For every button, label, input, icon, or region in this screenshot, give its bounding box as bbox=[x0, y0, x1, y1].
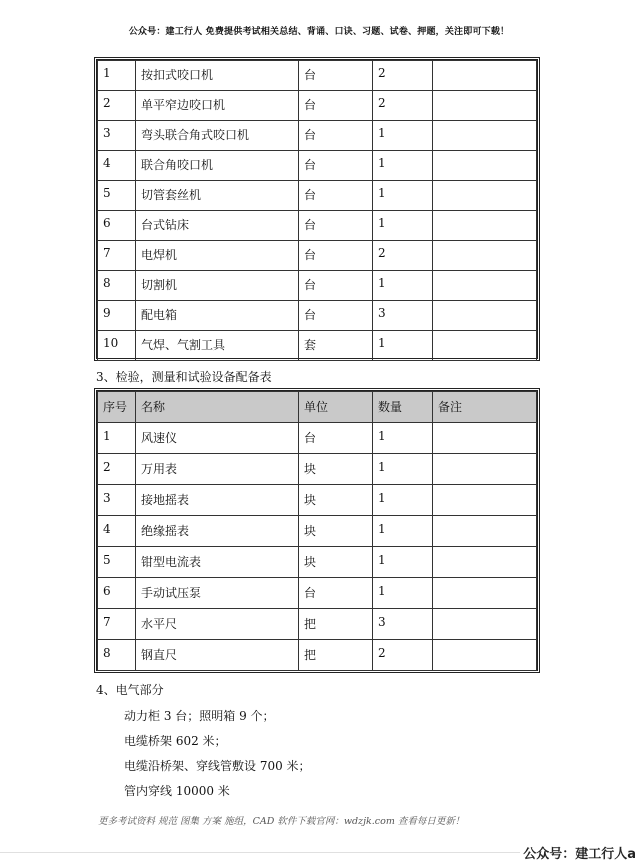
cell-name: 接地摇表 bbox=[136, 485, 299, 516]
table-row bbox=[98, 91, 537, 121]
testing-equipment-table bbox=[94, 388, 540, 673]
equipment-table bbox=[94, 57, 540, 361]
cell-quantity: 1 bbox=[373, 578, 433, 609]
footer-divider bbox=[0, 852, 520, 853]
cell-unit: 台 bbox=[299, 121, 373, 151]
cell-name: 切管套丝机 bbox=[136, 181, 299, 211]
cell-unit: 把 bbox=[299, 640, 373, 671]
cell-index: 4 bbox=[98, 151, 136, 181]
header-cell-unit: 单位 bbox=[299, 392, 373, 423]
cell-name: 气焊、气割工具 bbox=[136, 331, 299, 361]
cell-quantity: 1 bbox=[373, 151, 433, 181]
cell-quantity: 1 bbox=[373, 547, 433, 578]
table-row bbox=[98, 516, 537, 547]
header-cell-name: 名称 bbox=[136, 392, 299, 423]
cell-name: 配电箱 bbox=[136, 301, 299, 331]
cell-unit: 台 bbox=[299, 578, 373, 609]
cell-unit: 台 bbox=[299, 271, 373, 301]
cell-name: 切割机 bbox=[136, 271, 299, 301]
cell-unit: 套 bbox=[299, 331, 373, 361]
cell-name: 风速仪 bbox=[136, 423, 299, 454]
header-cell-index: 序号 bbox=[98, 392, 136, 423]
cell-index: 3 bbox=[98, 485, 136, 516]
table-row bbox=[98, 547, 537, 578]
page-header-banner: 公众号：建工行人 免费提供考试相关总结、背诵、口诀、习题、试卷、押题，关注即可下载！ bbox=[128, 27, 510, 37]
cell-remarks bbox=[433, 516, 537, 547]
cell-index: 1 bbox=[98, 423, 136, 454]
table-row bbox=[98, 423, 537, 454]
cell-quantity: 1 bbox=[373, 516, 433, 547]
section4-title: 4、电气部分 bbox=[96, 683, 164, 697]
table-row bbox=[98, 181, 537, 211]
cell-index: 1 bbox=[98, 61, 136, 91]
cell-name: 台式钻床 bbox=[136, 211, 299, 241]
cell-unit: 台 bbox=[299, 241, 373, 271]
table-row bbox=[98, 151, 537, 181]
table-row bbox=[98, 121, 537, 151]
table-row bbox=[98, 241, 537, 271]
cell-remarks bbox=[433, 121, 537, 151]
cell-quantity: 3 bbox=[373, 609, 433, 640]
cell-index: 7 bbox=[98, 241, 136, 271]
cell-index: 4 bbox=[98, 516, 136, 547]
cell-remarks bbox=[433, 211, 537, 241]
cell-quantity: 1 bbox=[373, 454, 433, 485]
cell-name: 弯头联合角式咬口机 bbox=[136, 121, 299, 151]
cell-remarks bbox=[433, 547, 537, 578]
electrical-line: 电缆沿桥架、穿线管敷设 700 米； bbox=[124, 759, 311, 773]
table-row bbox=[98, 211, 537, 241]
cell-remarks bbox=[433, 578, 537, 609]
cell-index: 3 bbox=[98, 121, 136, 151]
cell-quantity: 3 bbox=[373, 301, 433, 331]
table-row bbox=[98, 454, 537, 485]
table-row bbox=[98, 485, 537, 516]
cell-remarks bbox=[433, 301, 537, 331]
header-cell-quantity: 数量 bbox=[373, 392, 433, 423]
cell-remarks bbox=[433, 151, 537, 181]
cell-quantity: 1 bbox=[373, 331, 433, 361]
table-row bbox=[98, 609, 537, 640]
cell-quantity: 2 bbox=[373, 640, 433, 671]
cell-name: 水平尺 bbox=[136, 609, 299, 640]
cell-remarks bbox=[433, 609, 537, 640]
watermark-text: 公众号：建工行人a bbox=[523, 847, 636, 862]
cell-quantity: 1 bbox=[373, 423, 433, 454]
table-row bbox=[98, 301, 537, 331]
cell-unit: 台 bbox=[299, 61, 373, 91]
cell-name: 电焊机 bbox=[136, 241, 299, 271]
cell-index: 9 bbox=[98, 301, 136, 331]
cell-name: 手动试压泵 bbox=[136, 578, 299, 609]
cell-unit: 块 bbox=[299, 547, 373, 578]
cell-unit: 台 bbox=[299, 211, 373, 241]
cell-quantity: 1 bbox=[373, 211, 433, 241]
cell-quantity: 2 bbox=[373, 91, 433, 121]
cell-quantity: 2 bbox=[373, 61, 433, 91]
cell-unit: 块 bbox=[299, 485, 373, 516]
electrical-line: 动力柜 3 台；照明箱 9 个； bbox=[124, 709, 275, 723]
cell-index: 2 bbox=[98, 91, 136, 121]
cell-remarks bbox=[433, 241, 537, 271]
cell-remarks bbox=[433, 423, 537, 454]
cell-unit: 台 bbox=[299, 151, 373, 181]
cell-quantity: 1 bbox=[373, 485, 433, 516]
cell-remarks bbox=[433, 485, 537, 516]
cell-index: 5 bbox=[98, 181, 136, 211]
cell-remarks bbox=[433, 91, 537, 121]
cell-name: 单平窄边咬口机 bbox=[136, 91, 299, 121]
cell-unit: 把 bbox=[299, 609, 373, 640]
table-row bbox=[98, 640, 537, 671]
cell-remarks bbox=[433, 181, 537, 211]
cell-remarks bbox=[433, 640, 537, 671]
electrical-line: 电缆桥架 602 米； bbox=[124, 734, 227, 748]
header-cell-remarks: 备注 bbox=[433, 392, 537, 423]
cell-remarks bbox=[433, 331, 537, 361]
footer-note: 更多考试资料 规范 图集 方案 施组，CAD 软件下载官网：wdzjk.com 查看每日更新！ bbox=[98, 816, 465, 827]
table-row bbox=[98, 331, 537, 361]
cell-index: 6 bbox=[98, 578, 136, 609]
cell-quantity: 2 bbox=[373, 241, 433, 271]
cell-remarks bbox=[433, 454, 537, 485]
cell-name: 绝缘摇表 bbox=[136, 516, 299, 547]
cell-remarks bbox=[433, 61, 537, 91]
cell-unit: 台 bbox=[299, 91, 373, 121]
table-row bbox=[98, 271, 537, 301]
cell-name: 按扣式咬口机 bbox=[136, 61, 299, 91]
cell-unit: 台 bbox=[299, 181, 373, 211]
table-row bbox=[98, 578, 537, 609]
cell-name: 钳型电流表 bbox=[136, 547, 299, 578]
cell-quantity: 1 bbox=[373, 181, 433, 211]
section3-title: 3、检验，测量和试验设备配备表 bbox=[96, 370, 272, 384]
table-header-row bbox=[98, 392, 537, 423]
cell-name: 万用表 bbox=[136, 454, 299, 485]
cell-index: 5 bbox=[98, 547, 136, 578]
cell-index: 6 bbox=[98, 211, 136, 241]
cell-unit: 台 bbox=[299, 301, 373, 331]
cell-index: 8 bbox=[98, 640, 136, 671]
cell-index: 8 bbox=[98, 271, 136, 301]
cell-index: 2 bbox=[98, 454, 136, 485]
electrical-line: 管内穿线 10000 米 bbox=[124, 784, 230, 798]
cell-quantity: 1 bbox=[373, 121, 433, 151]
table-row bbox=[98, 61, 537, 91]
cell-name: 钢直尺 bbox=[136, 640, 299, 671]
cell-unit: 块 bbox=[299, 454, 373, 485]
cell-unit: 台 bbox=[299, 423, 373, 454]
cell-quantity: 1 bbox=[373, 271, 433, 301]
cell-index: 7 bbox=[98, 609, 136, 640]
cell-unit: 块 bbox=[299, 516, 373, 547]
cell-index: 10 bbox=[98, 331, 136, 361]
cell-name: 联合角咬口机 bbox=[136, 151, 299, 181]
cell-remarks bbox=[433, 271, 537, 301]
